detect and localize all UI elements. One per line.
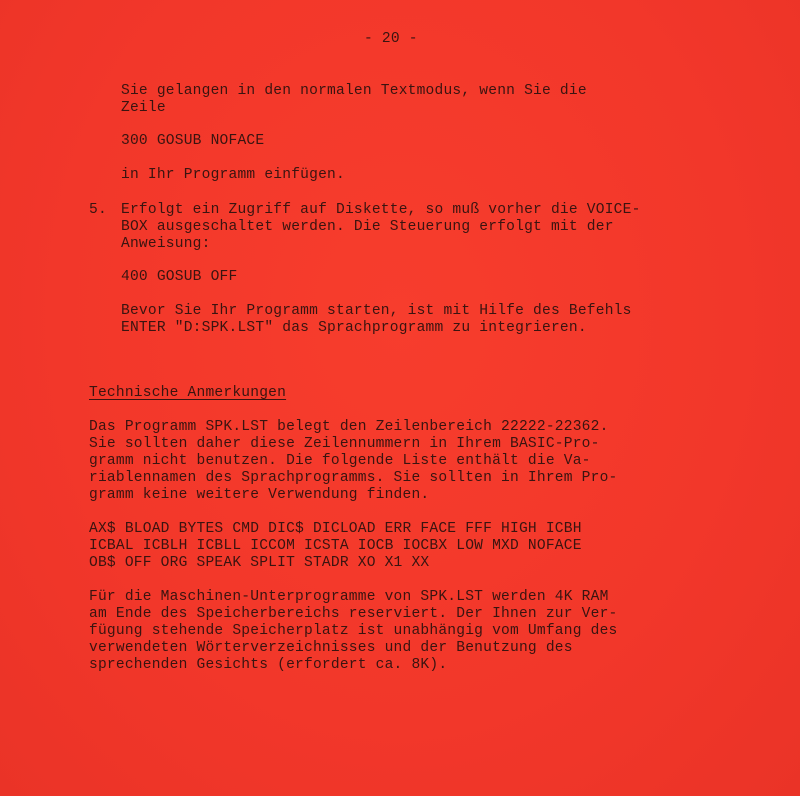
item-5-line-1: Erfolgt ein Zugriff auf Diskette, so muß vorher die VOICE-: [121, 202, 641, 218]
paragraph-1-line: gramm nicht benutzen. Die folgende Liste enthält die Va-: [89, 453, 591, 469]
textmode-line-2: Zeile: [121, 100, 166, 116]
item-5-command: 400 GOSUB OFF: [121, 269, 238, 285]
item-5-number: 5.: [89, 202, 107, 218]
variable-list-line: AX$ BLOAD BYTES CMD DIC$ DICLOAD ERR FACE FFF HIGH ICBH: [89, 521, 582, 537]
paragraph-1-line: Das Programm SPK.LST belegt den Zeilenbereich 22222-22362.: [89, 419, 609, 435]
paragraph-1-line: riablennamen des Sprachprogramms. Sie sollten in Ihrem Pro-: [89, 470, 618, 486]
item-5-line-5: ENTER "D:SPK.LST" das Sprachprogramm zu integrieren.: [121, 320, 587, 336]
item-5-line-3: Anweisung:: [121, 236, 211, 252]
paragraph-2-line: sprechenden Gesichts (erfordert ca. 8K).: [89, 657, 448, 673]
item-5-line-4: Bevor Sie Ihr Programm starten, ist mit Hilfe des Befehls: [121, 303, 632, 319]
section-heading: Technische Anmerkungen: [89, 385, 287, 401]
textmode-line-3: in Ihr Programm einfügen.: [121, 167, 345, 183]
variable-list-line: OB$ OFF ORG SPEAK SPLIT STADR XO X1 XX: [89, 555, 430, 571]
page-number: - 20 -: [364, 31, 418, 47]
item-5-line-2: BOX ausgeschaltet werden. Die Steuerung erfolgt mit der: [121, 219, 614, 235]
paragraph-2-line: Für die Maschinen-Unterprogramme von SPK.LST werden 4K RAM: [89, 589, 609, 605]
variable-list-line: ICBAL ICBLH ICBLL ICCOM ICSTA IOCB IOCBX LOW MXD NOFACE: [89, 538, 582, 554]
paragraph-2-line: am Ende des Speicherbereichs reserviert. Der Ihnen zur Ver-: [89, 606, 618, 622]
paragraph-2-line: verwendeten Wörterverzeichnisses und der Benutzung des: [89, 640, 573, 656]
textmode-command: 300 GOSUB NOFACE: [121, 133, 265, 149]
textmode-line-1: Sie gelangen in den normalen Textmodus, wenn Sie die: [121, 83, 587, 99]
paragraph-1-line: Sie sollten daher diese Zeilennummern in Ihrem BASIC-Pro-: [89, 436, 600, 452]
paragraph-2-line: fügung stehende Speicherplatz ist unabhängig vom Umfang des: [89, 623, 618, 639]
paragraph-1-line: gramm keine weitere Verwendung finden.: [89, 487, 430, 503]
